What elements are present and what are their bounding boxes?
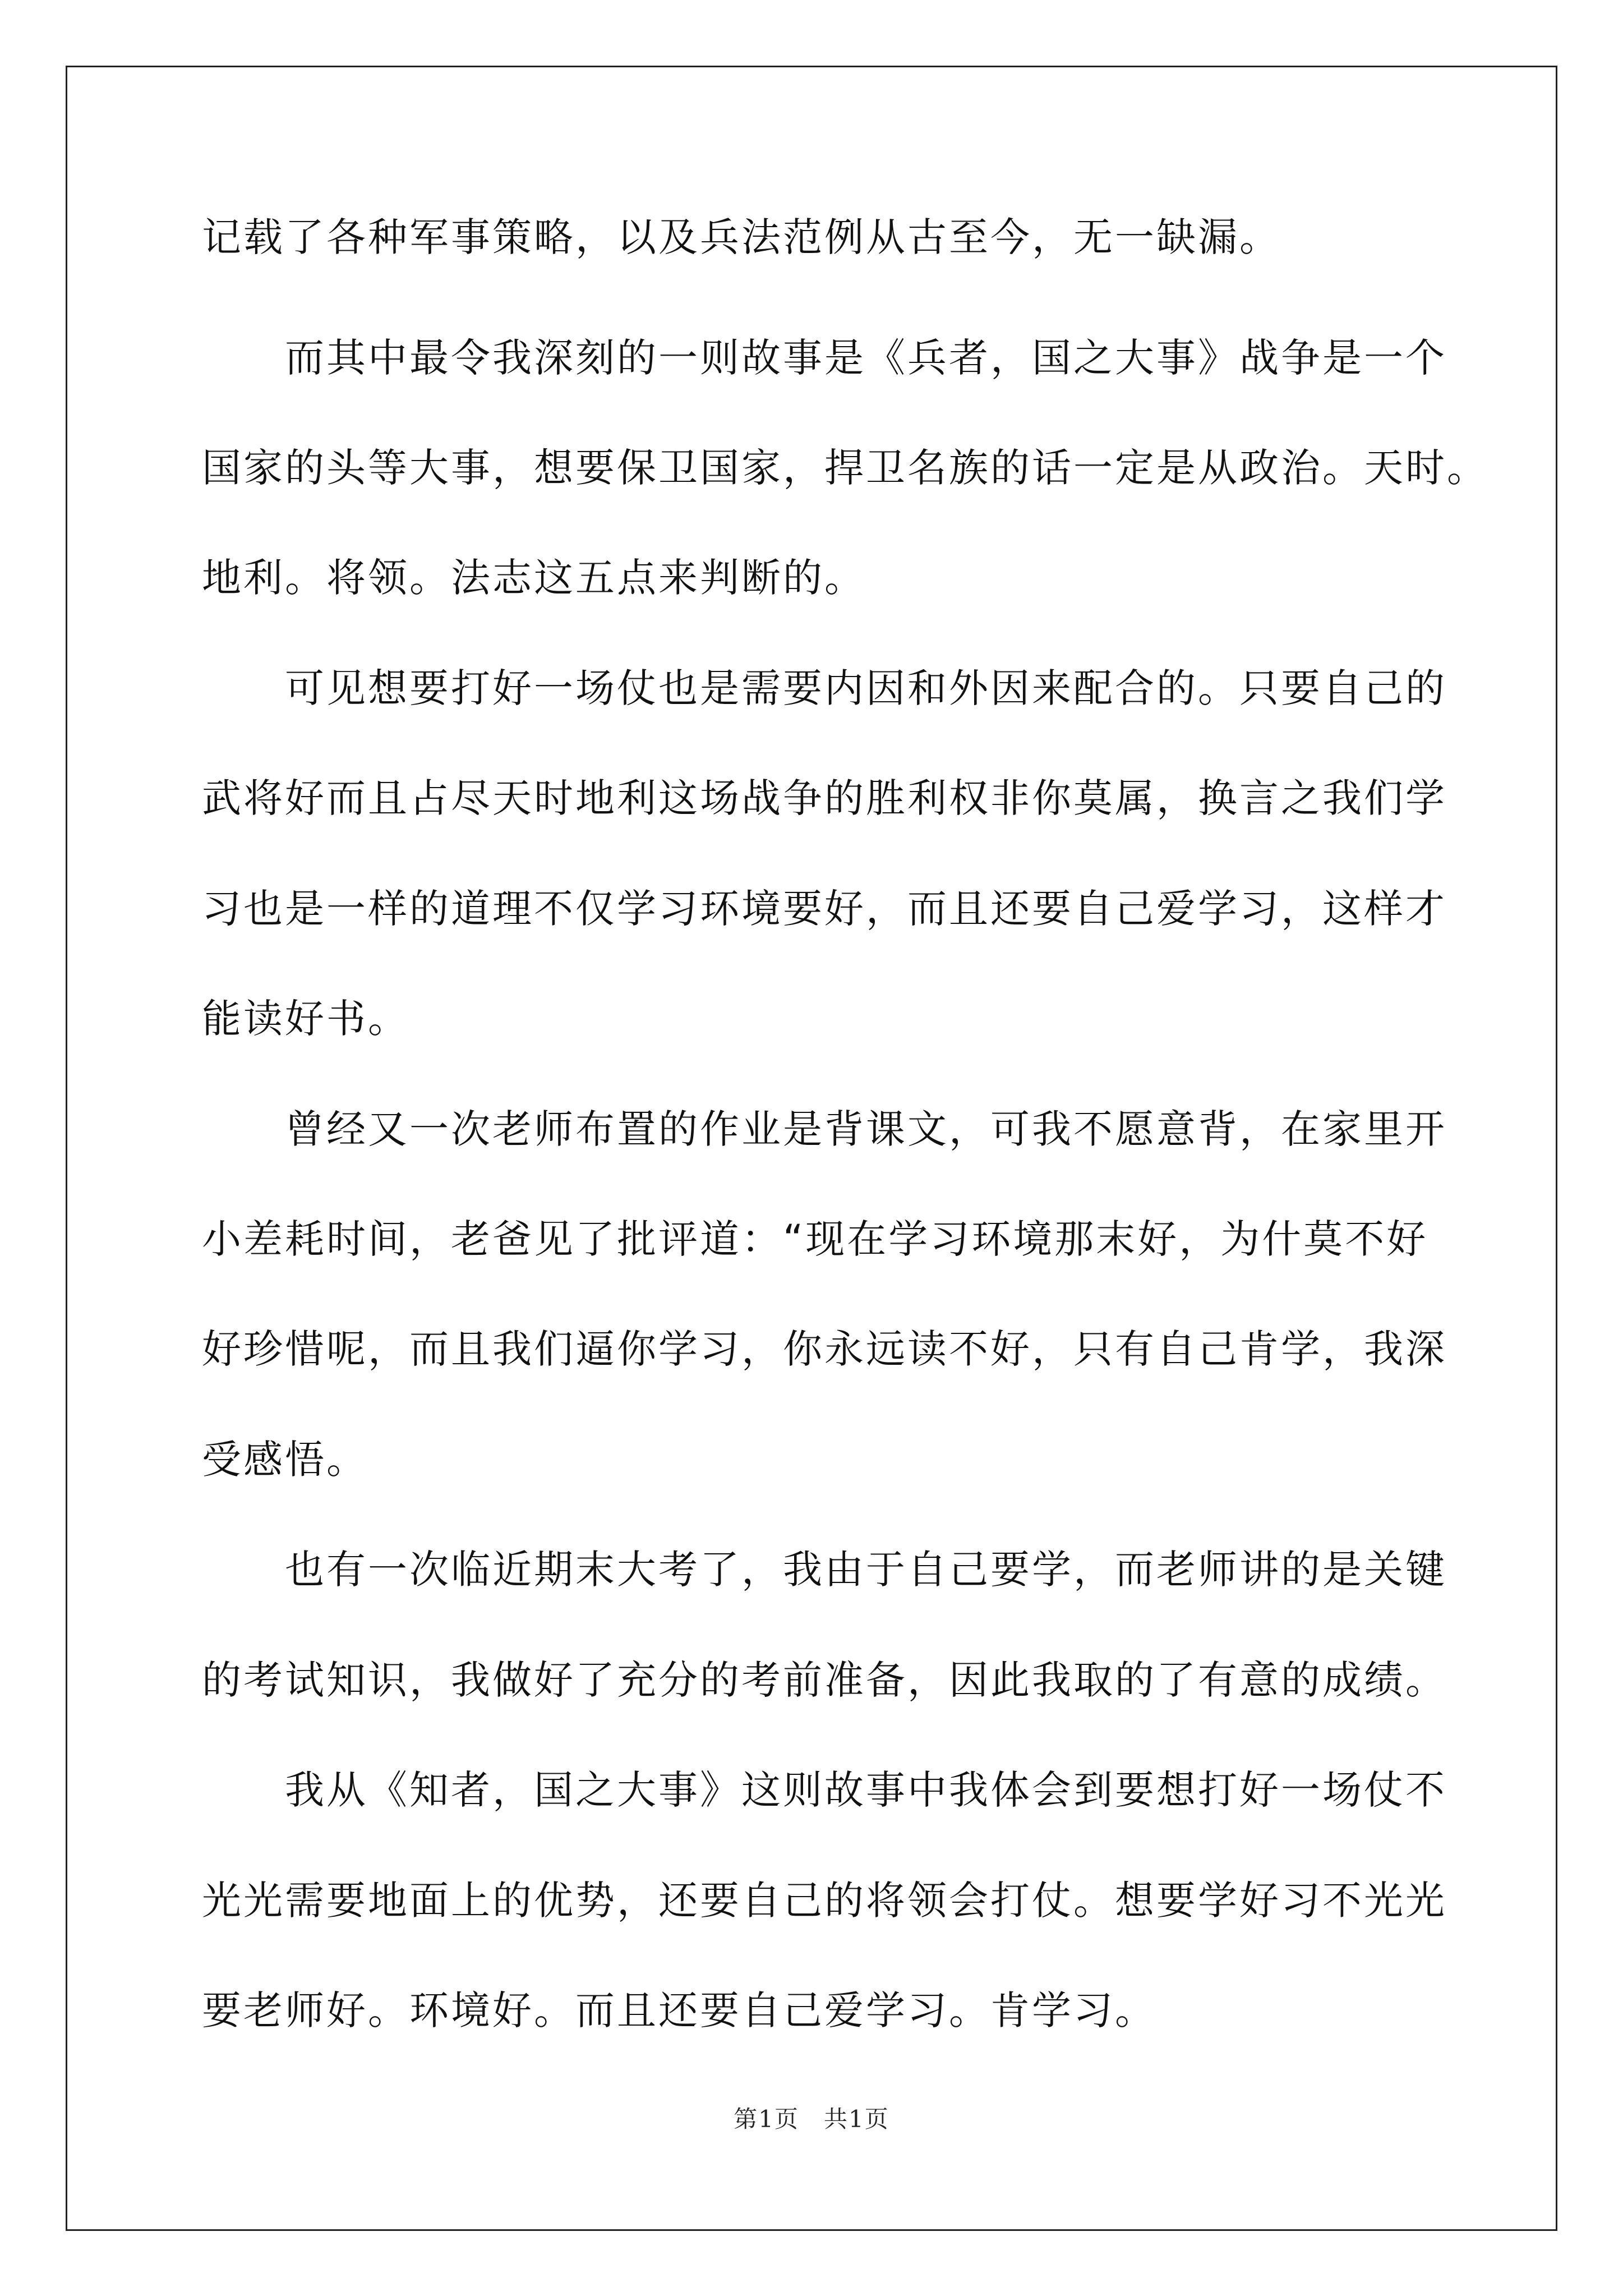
text-line: 好珍惜呢，而且我们逼你学习，你永远读不好，只有自己肯学，我深	[202, 1326, 1447, 1372]
text-line: 小差耗时间，老爸见了批评道：“现在学习环境那末好，为什莫不好	[202, 1216, 1428, 1262]
text-line: 而其中最令我深刻的一则故事是《兵者，国之大事》战争是一个	[285, 335, 1447, 381]
text-line: 光光需要地面上的优势，还要自己的将领会打仗。想要学好习不光光	[202, 1878, 1447, 1924]
text-line: 记载了各种军事策略，以及兵法范例从古至今，无一缺漏。	[202, 214, 1281, 260]
text-line: 能读好书。	[202, 996, 409, 1042]
text-line: 武将好而且占尽天时地利这场战争的胜利权非你莫属，换言之我们学	[202, 775, 1447, 821]
page-number-footer: 第1页 共1页	[734, 2105, 889, 2133]
text-line: 国家的头等大事，想要保卫国家，捍卫名族的话一定是从政治。天时。	[202, 445, 1488, 491]
text-line: 的考试知识，我做好了充分的考前准备，因此我取的了有意的成绩。	[202, 1657, 1447, 1703]
text-line: 要老师好。环境好。而且还要自己爱学习。肯学习。	[202, 1987, 1156, 2033]
text-line: 可见想要打好一场仗也是需要内因和外因来配合的。只要自己的	[285, 665, 1447, 711]
text-line: 我从《知者，国之大事》这则故事中我体会到要想打好一场仗不	[285, 1767, 1447, 1813]
text-line: 也有一次临近期末大考了，我由于自己要学，而老师讲的是关键	[285, 1547, 1447, 1593]
text-line: 习也是一样的道理不仅学习环境要好，而且还要自己爱学习，这样才	[202, 886, 1447, 932]
text-line: 曾经又一次老师布置的作业是背课文，可我不愿意背，在家里开	[285, 1106, 1447, 1152]
text-line: 地利。将领。法志这五点来判断的。	[202, 555, 866, 601]
text-line: 受感悟。	[202, 1437, 368, 1483]
